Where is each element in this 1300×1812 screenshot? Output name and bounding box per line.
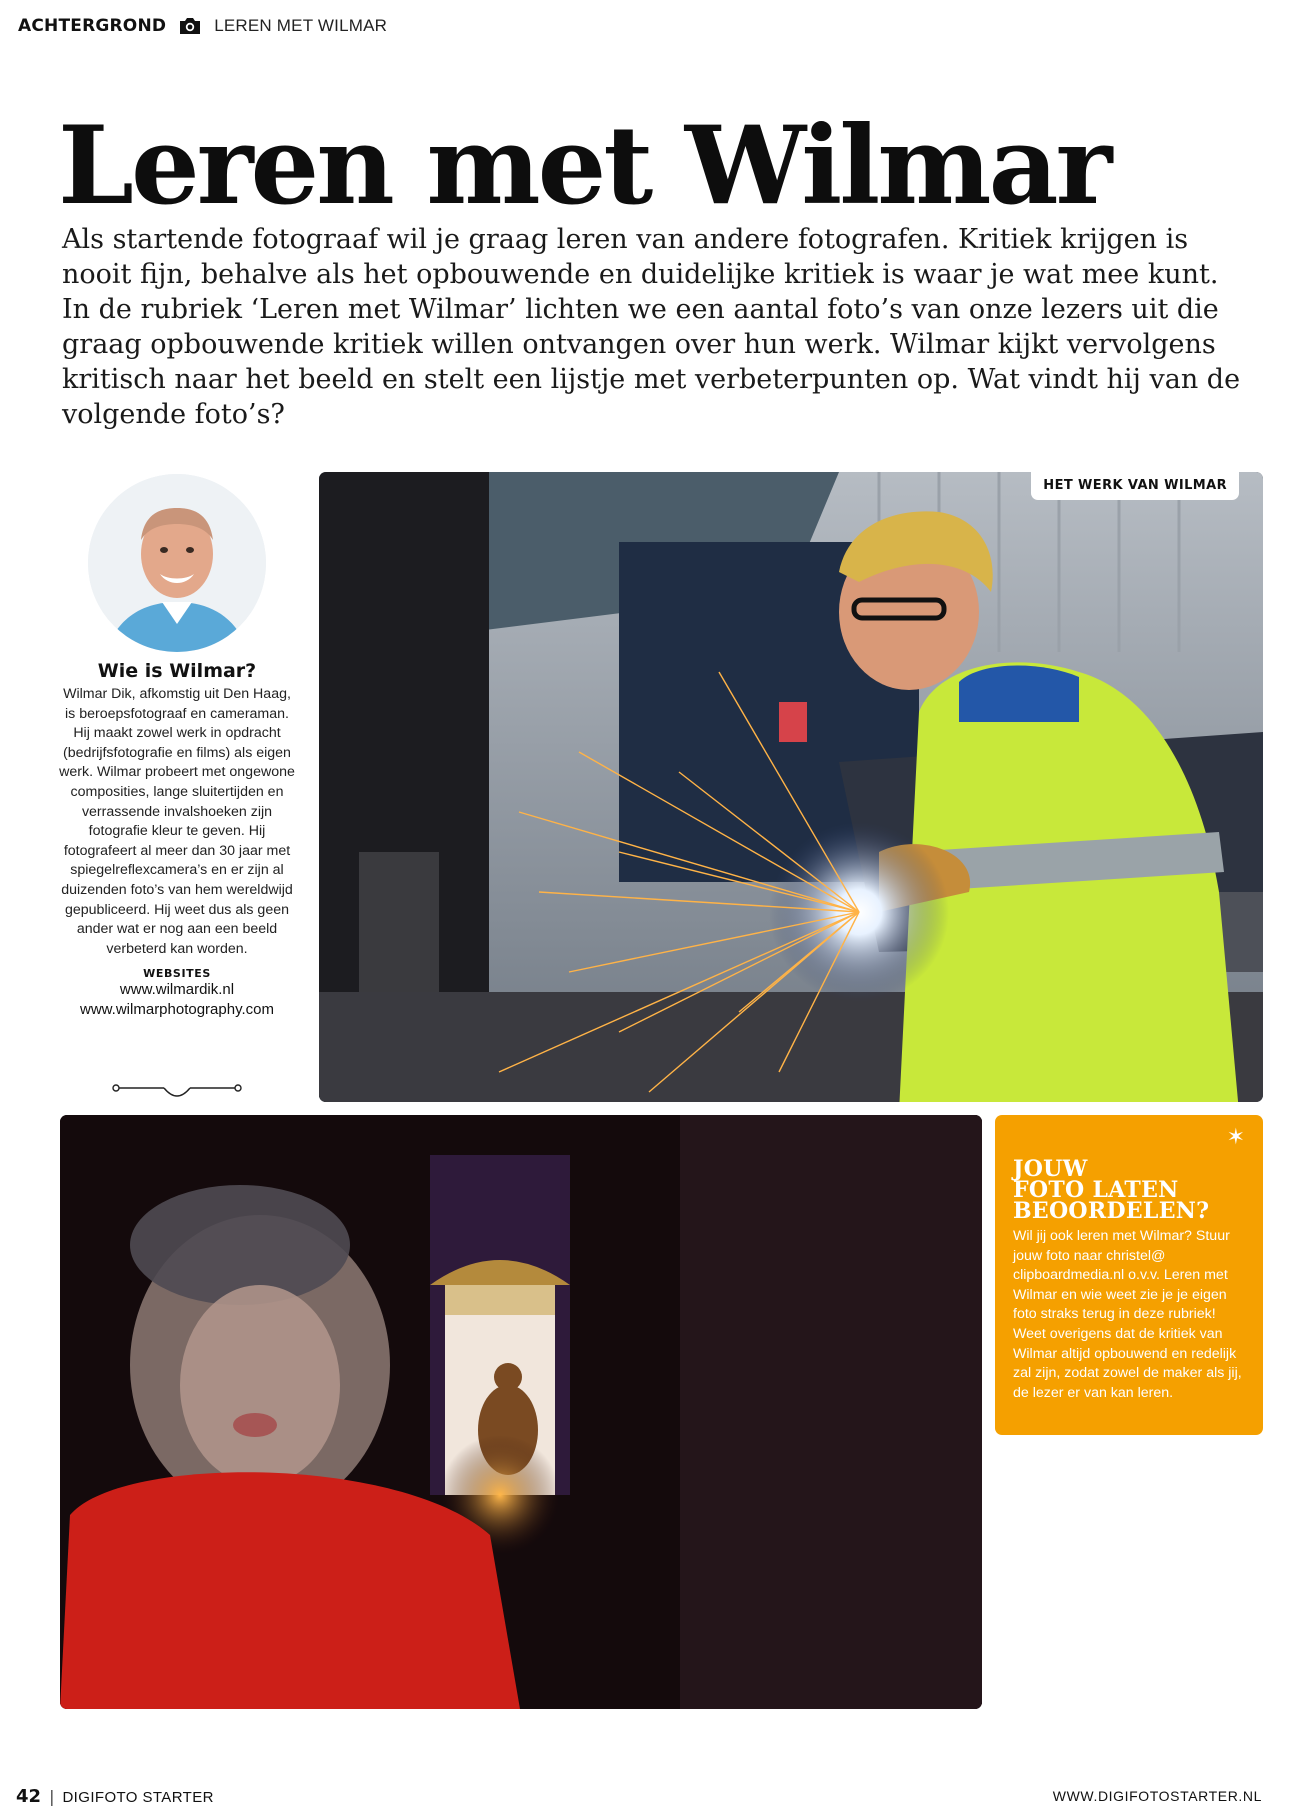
websites-label: WEBSITES	[143, 967, 211, 981]
section-header	[18, 14, 387, 38]
cta-heading-line-2: FOTO LATEN	[1013, 1177, 1179, 1203]
photo-tag: HET WERK VAN WILMAR	[1031, 472, 1239, 500]
camera-icon	[178, 16, 202, 36]
bio-box	[58, 660, 296, 1020]
bio-text: Wilmar Dik, afkomstig uit Den Haag, is beroepsfotograaf en cameraman. Hij maakt zowel werk in opdracht (bedrijfsfotografie en films) als eigen werk. Wilmar probeert met ongewone composities, lange sluitertijden en verrassende invalshoeken zijn fotografie kleur te geven. Hij fotografeert al meer dan 30 jaar met spiegelreflexcamera’s en er zijn al duizenden foto’s van hem wereldwijd gepubliceerd. Hij weet dus als geen ander wat er nog aan een beeld verbeterd kan worden.	[59, 686, 295, 957]
avatar	[88, 474, 266, 652]
section-label: ACHTERGROND	[18, 16, 167, 36]
page-number: 42	[16, 1786, 42, 1807]
divider-ornament	[112, 1084, 242, 1102]
cta-heading	[1013, 1156, 1210, 1224]
bio-heading: Wie is Wilmar?	[97, 660, 257, 682]
website-link-2[interactable]: www.wilmarphotography.com	[80, 1001, 274, 1019]
magazine-name: DIGIFOTO STARTER	[62, 1789, 214, 1806]
website-link-1[interactable]: www.wilmardik.nl	[119, 981, 235, 999]
footer-separator: |	[49, 1787, 55, 1806]
star-icon: ✶	[1226, 1125, 1245, 1150]
page-footer	[16, 1786, 214, 1807]
temple-photo	[60, 1115, 982, 1709]
footer-website[interactable]: WWW.DIGIFOTOSTARTER.NL	[1052, 1788, 1262, 1804]
cta-heading-line-3: BEOORDELEN?	[1013, 1198, 1210, 1224]
cta-heading-line-1: JOUW	[1013, 1156, 1088, 1182]
page-title: Leren met Wilmar	[58, 103, 1110, 229]
submit-photo-box	[995, 1115, 1263, 1435]
section-subtitle: LEREN MET WILMAR	[214, 16, 388, 35]
welder-photo	[319, 472, 1263, 1102]
intro-paragraph: Als startende fotograaf wil je graag leren van andere fotografen. Kritiek krijgen is nooit fijn, behalve als het opbouwende en duidelijke kritiek is waar je wat mee kunt. In de rubriek ‘Leren met Wilmar’ lichten we een aantal foto’s van onze lezers uit die graag opbouwende kritiek willen ontvangen over hun werk. Wilmar kijkt vervolgens kritisch naar het beeld en stelt een lijstje met verbeterpunten op. Wat vindt hij van de volgende foto’s?	[62, 224, 1241, 430]
cta-text: Wil jij ook leren met Wilmar? Stuur jouw foto naar christel@ clipboardmedia.nl o.v.v. Leren met Wilmar en wie weet zie je je eigen foto straks terug in deze rubriek! Weet overigens dat de kritiek van Wilmar altijd opbouwend en redelijk zal zijn, zodat zowel de maker als jij, de lezer er van kan leren.	[1013, 1228, 1242, 1401]
